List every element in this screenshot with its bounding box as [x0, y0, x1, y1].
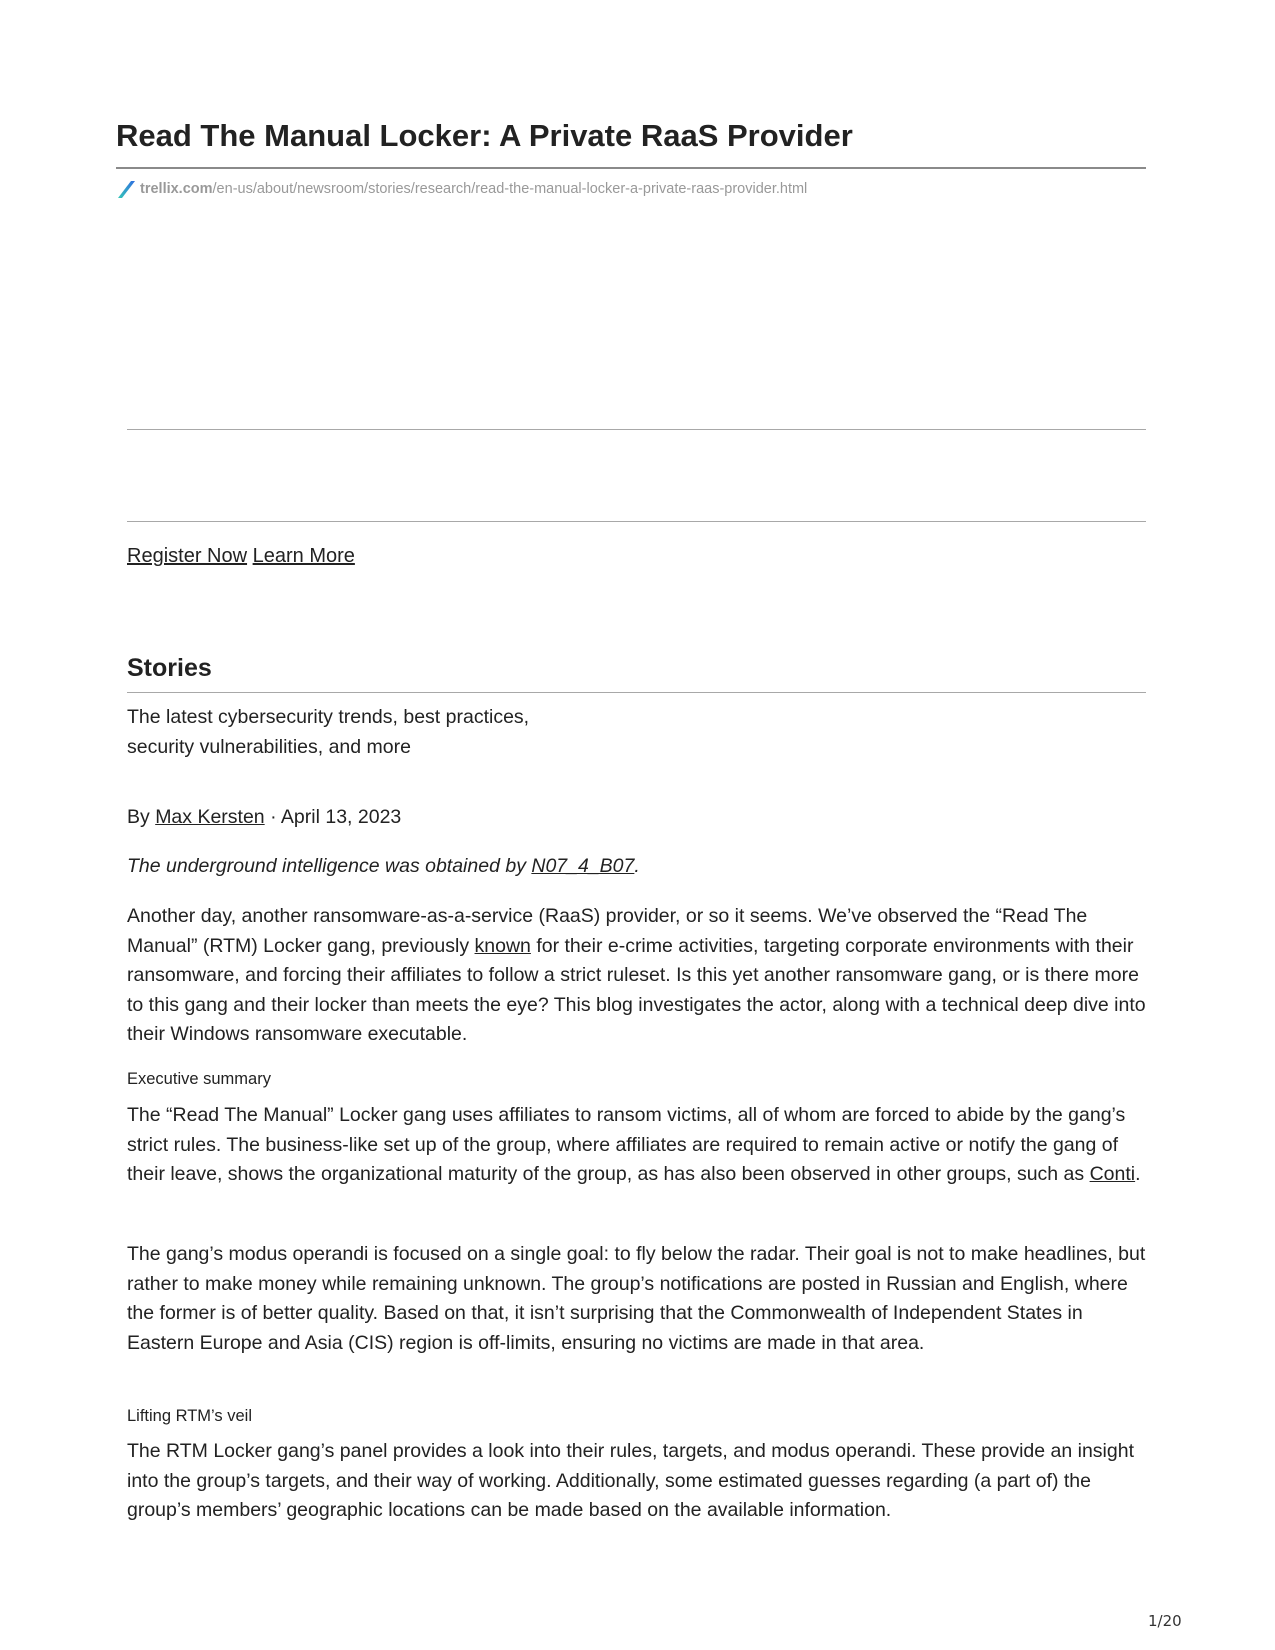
- modus-operandi-paragraph: [127, 1240, 1152, 1358]
- page-number: 1/20: [1148, 1612, 1182, 1630]
- exec-text-after: .: [1135, 1163, 1141, 1185]
- intel-suffix: .: [634, 855, 640, 877]
- stories-divider: [127, 692, 1146, 693]
- learn-more-link[interactable]: Learn More: [252, 545, 355, 567]
- intro-text-after: for their e-crime activities, targeting corporate environments with their ransomware, and forcing their affiliates to follow a strict ruleset. Is this yet another ransomware gang, or is there more to this gang and their locker than meets the eye? This blog investigates the actor, along with a technical deep dive into their Windows ransomware executable.: [127, 934, 1146, 1045]
- intro-paragraph: [127, 902, 1152, 1050]
- url-path: /en-us/about/newsroom/stories/research/read-the-manual-locker-a-private-raas-provider.html: [212, 181, 808, 197]
- title-divider: [116, 167, 1146, 169]
- intel-note: [127, 852, 1152, 882]
- conti-link[interactable]: Conti: [1089, 1163, 1136, 1185]
- divider-top: [127, 429, 1146, 430]
- author-link[interactable]: Max Kersten: [155, 806, 265, 828]
- stories-tagline: [127, 703, 1152, 762]
- known-link[interactable]: known: [474, 934, 531, 957]
- lifting-veil-text: The RTM Locker gang’s panel provides a look into their rules, targets, and modus operandi. These provide an insight into the group’s targets, and their way of working. Additionally, some estimated guesses regarding (a part of) the group’s members’ geographic locations can be made based on the available information.: [127, 1440, 1135, 1521]
- modus-operandi-text: The gang’s modus operandi is focused on a single goal: to fly below the radar. Their goal is not to make headlines, but rather to make money while remaining unknown. The group’s notifications are posted in Russian and English, where the former is of better quality. Based on that, it isn’t surprising that the Commonwealth of Independent States in Eastern Europe and Asia (CIS) region is off-limits, ensuring no victims are made in that area.: [127, 1243, 1146, 1354]
- tagline-line-1: The latest cybersecurity trends, best practices,: [127, 706, 530, 728]
- byline: [127, 803, 1152, 833]
- intel-source-link[interactable]: N07_4_B07: [531, 855, 635, 877]
- article-title: Read The Manual Locker: A Private RaaS Provider: [116, 118, 853, 153]
- pencil-icon: [116, 179, 138, 199]
- lifting-veil-heading: Lifting RTM’s veil: [127, 1407, 253, 1425]
- executive-summary-paragraph: [127, 1101, 1152, 1190]
- register-now-link[interactable]: Register Now: [127, 545, 248, 567]
- byline-prefix: By: [127, 806, 156, 828]
- source-url[interactable]: [116, 179, 807, 199]
- url-domain: trellix.com: [140, 181, 213, 197]
- intro-text-before: Another day, another ransomware-as-a-service (RaaS) provider, or so it seems. We’ve observed the “Read The Manual” (RTM) Locker gang, previously: [127, 905, 1088, 957]
- cta-links: [127, 545, 355, 568]
- byline-separator: ·: [264, 806, 281, 828]
- intel-text: The underground intelligence was obtained by: [127, 855, 532, 877]
- tagline-line-2: security vulnerabilities, and more: [127, 735, 411, 758]
- lifting-veil-paragraph: [127, 1437, 1152, 1526]
- divider-bottom: [127, 521, 1146, 522]
- publish-date: April 13, 2023: [280, 806, 402, 828]
- stories-heading: Stories: [127, 654, 212, 682]
- exec-text-before: The “Read The Manual” Locker gang uses affiliates to ransom victims, all of whom are forced to abide by the gang’s strict rules. The business-like set up of the group, where affiliates are required to remain active or notify the gang of their leave, shows the organizational maturity of the group, as has also been observed in other groups, such as: [127, 1104, 1126, 1185]
- executive-summary-heading: Executive summary: [127, 1070, 271, 1088]
